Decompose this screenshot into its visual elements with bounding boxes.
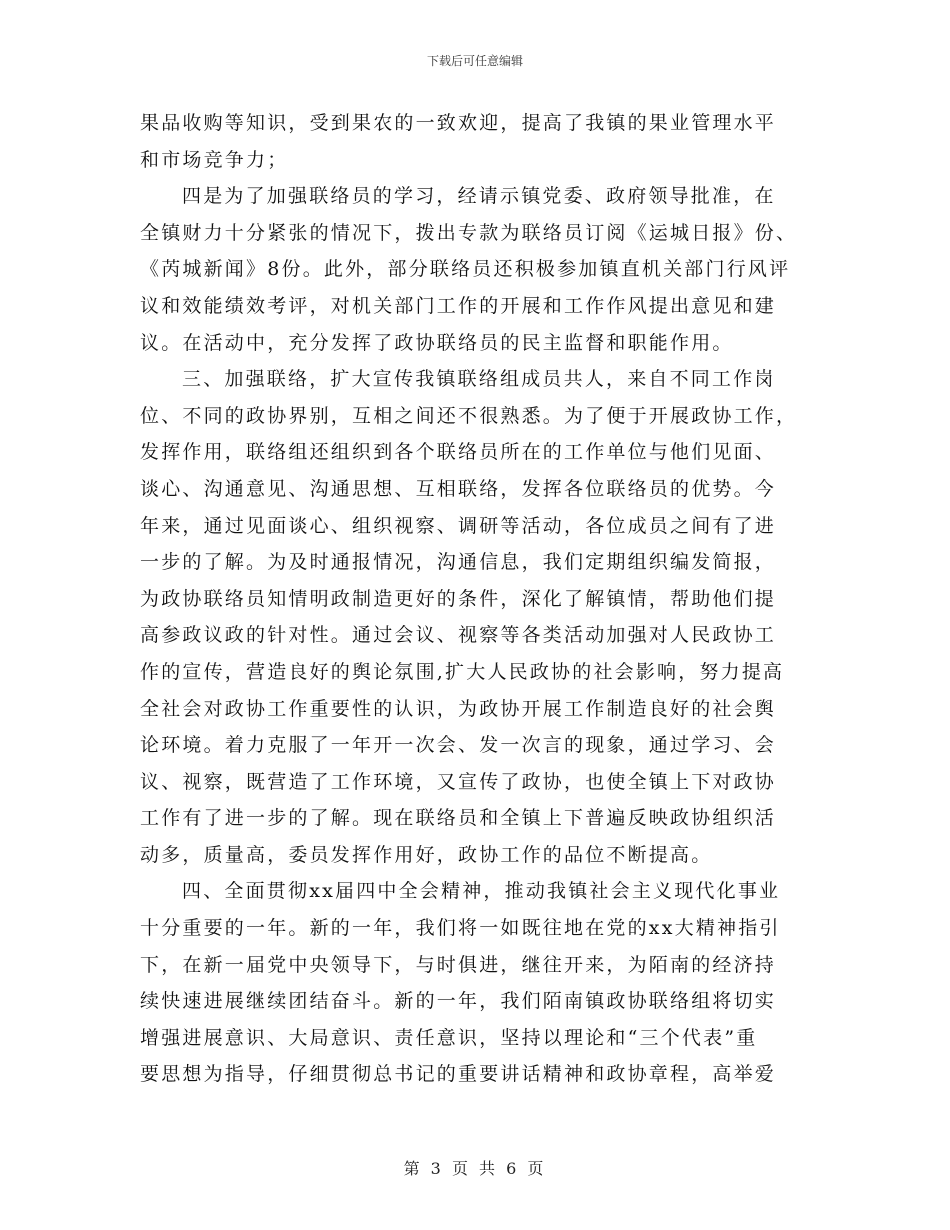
text-line: 年来，通过见面谈心、组织视察、调研等活动，各位成员之间有了进 bbox=[140, 514, 777, 537]
text-line: 论环境。着力克服了一年开一次会、发一次言的现象，通过学习、会 bbox=[140, 734, 777, 757]
text-line: 议、视察，既营造了工作环境，又宣传了政协，也使全镇上下对政协 bbox=[140, 770, 777, 793]
text-line: 《芮城新闻》8份。此外，部分联络员还积极参加镇直机关部门行风评 bbox=[140, 258, 791, 281]
paragraph-start-line: 三、加强联络，扩大宣传我镇联络组成员共人，来自不同工作岗 bbox=[182, 368, 776, 391]
paragraph-start-line: 四、全面贯彻xx届四中全会精神，推动我镇社会主义现代化事业 bbox=[182, 880, 781, 903]
text-line: 要思想为指导，仔细贯彻总书记的重要讲话精神和政协章程，高举爱 bbox=[140, 1063, 777, 1086]
text-line: 动多，质量高，委员发挥作用好，政协工作的品位不断提高。 bbox=[140, 843, 713, 866]
text-line: 十分重要的一年。新的一年，我们将一如既往地在党的xx大精神指引 bbox=[140, 917, 781, 940]
document-body bbox=[140, 105, 815, 1093]
text-line: 一步的了解。为及时通报情况，沟通信息，我们定期组织编发简报， bbox=[140, 551, 777, 574]
text-line: 发挥作用，联络组还组织到各个联络员所在的工作单位与他们见面、 bbox=[140, 441, 777, 464]
text-line: 果品收购等知识，受到果农的一致欢迎，提高了我镇的果业管理水平 bbox=[140, 112, 777, 134]
page-footer-page-number: 第 3 页 共 6 页 bbox=[403, 1159, 547, 1178]
text-line: 为政协联络员知情明政制造更好的条件，深化了解镇情，帮助他们提 bbox=[140, 587, 777, 610]
text-line: 谈心、沟通意见、沟通思想、互相联络，发挥各位联络员的优势。今 bbox=[140, 477, 777, 500]
paragraph-start-line: 四是为了加强联络员的学习，经请示镇党委、政府领导批准，在 bbox=[182, 185, 776, 208]
text-line: 下，在新一届党中央领导下，与时俱进，继往开来，为陌南的经济持 bbox=[140, 953, 777, 976]
text-line: 作的宣传，营造良好的舆论氛围,扩大人民政协的社会影响，努力提高 bbox=[140, 660, 785, 683]
text-line: 续快速进展继续团结奋斗。新的一年，我们陌南镇政协联络组将切实 bbox=[140, 990, 777, 1013]
text-line: 议。在活动中，充分发挥了政协联络员的民主监督和职能作用。 bbox=[140, 331, 734, 354]
text-line: 议和效能绩效考评，对机关部门工作的开展和工作作风提出意见和建 bbox=[140, 294, 777, 317]
text-line: 增强进展意识、大局意识、责任意识，坚持以理论和“三个代表”重 bbox=[140, 1026, 758, 1049]
text-line: 高参政议政的针对性。通过会议、视察等各类活动加强对人民政协工 bbox=[140, 624, 777, 647]
text-line: 工作有了进一步的了解。现在联络员和全镇上下普遍反映政协组织活 bbox=[140, 807, 777, 830]
text-line: 全社会对政协工作重要性的认识，为政协开展工作制造良好的社会舆 bbox=[140, 697, 777, 720]
text-line: 位、不同的政协界别，互相之间还不很熟悉。为了便于开展政协工作， bbox=[140, 404, 798, 427]
page-header: 下载后可任意编辑 bbox=[426, 54, 523, 68]
text-line: 和市场竞争力； bbox=[140, 148, 289, 171]
text-line: 全镇财力十分紧张的情况下，拨出专款为联络员订阅《运城日报》份、 bbox=[140, 221, 798, 244]
